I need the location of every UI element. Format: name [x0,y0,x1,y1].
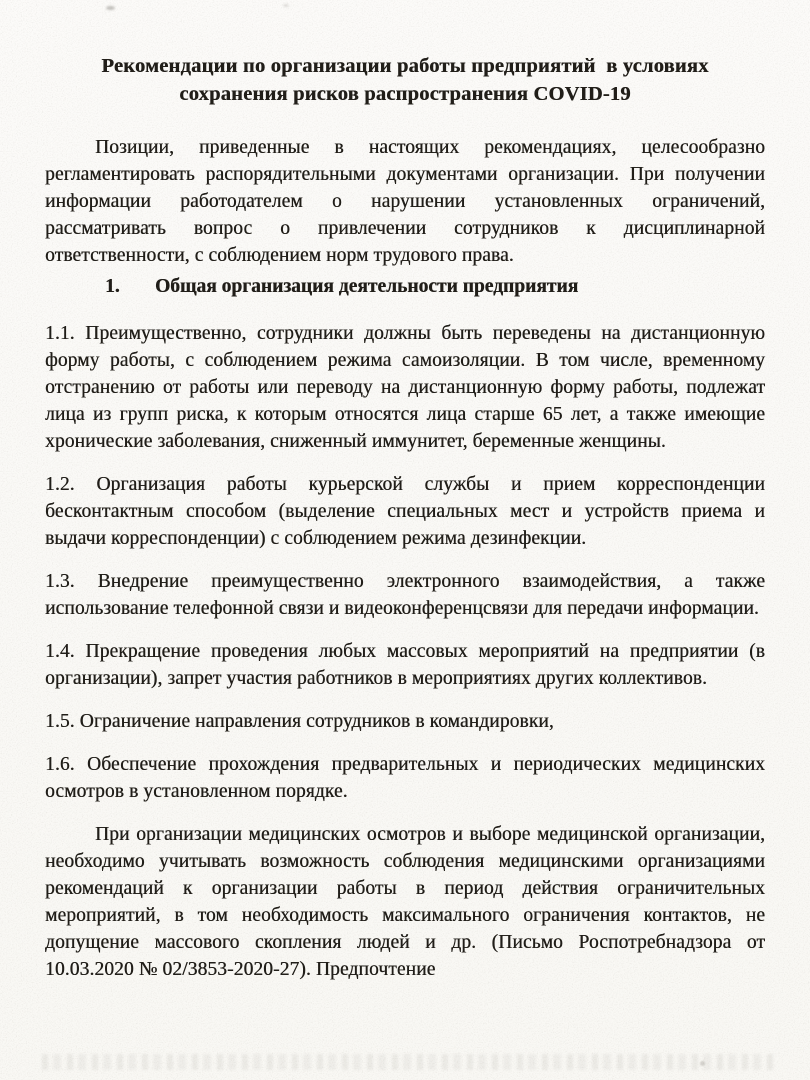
clause-1-3 [45,568,765,622]
clause-text: Прекращение проведения любых массовых мероприятий на предприятии (в организации), запрет участия работников в мероприятиях других коллективов. [45,641,765,689]
clause-text: Преимущественно, сотрудники должны быть переведены на дистанционную форму работы, с соблюдением режима самоизоляции. В том числе, временному отстранению от работы или переводу на дистанционную форму работы, подлежат лица из групп риска, к которым относятся лица старше 65 лет, а также имеющие хронические заболевания, сниженный иммунитет, беременные женщины. [45,323,765,452]
clause-1-1 [45,320,765,455]
intro-paragraph: Позиции, приведенные в настоящих рекомендациях, целесообразно регламентировать распорядительными документами организации. При получении информации работодателем о нарушении установленных ограничений, рассматривать вопрос о привлечении сотрудников к дисциплинарной ответственности, с соблюдением норм трудового права. [45,137,765,266]
clause-text: Обеспечение прохождения предварительных и периодических медицинских осмотров в установленном порядке. [45,754,765,802]
clause-text: Организация работы курьерской службы и прием корреспонденции бесконтактным способом (выделение специальных мест и устройств приема и выдачи корреспонденции) с соблюдением режима дезинфекции. [45,474,765,549]
clause-1-6 [45,751,765,805]
clause-text: Внедрение преимущественно электронного взаимодействия, а также использование телефонной связи и видеоконференцсвязи для передачи информации. [45,571,765,619]
scan-speck [106,6,115,10]
clause-number: 1.5. [45,711,75,732]
closing-paragraph: При организации медицинских осмотров и выборе медицинской организации, необходимо учитывать возможность соблюдения медицинскими организациями рекомендаций к организации работы в период действия ограничительных мероприятий, в том необходимость максимального ограничения контактов, не допущение массового скопления людей и др. (Письмо Роспотребнадзора от 10.03.2020 № 02/3853-2020-27). Предпочтение [45,824,765,980]
scan-speck [283,4,289,7]
document-content [45,52,765,983]
clause-1-4 [45,638,765,692]
section-1-heading [45,273,765,300]
section-number: 1. [105,276,120,297]
clause-1-5 [45,708,765,735]
clause-number: 1.4. [45,641,75,662]
clause-number: 1.3. [45,571,75,592]
clause-number: 1.1. [45,323,75,344]
clause-text: Ограничение направления сотрудников в командировки, [79,711,554,732]
clause-1-2 [45,471,765,552]
document-title: Рекомендации по организации работы предприятий в условиях сохранения рисков распространения COVID-19 [101,55,714,105]
cutoff-next-line-ghost [42,1054,776,1070]
clause-number: 1.2. [45,474,75,495]
clause-number: 1.6. [45,754,75,775]
section-title: Общая организация деятельности предприятия [155,276,579,297]
